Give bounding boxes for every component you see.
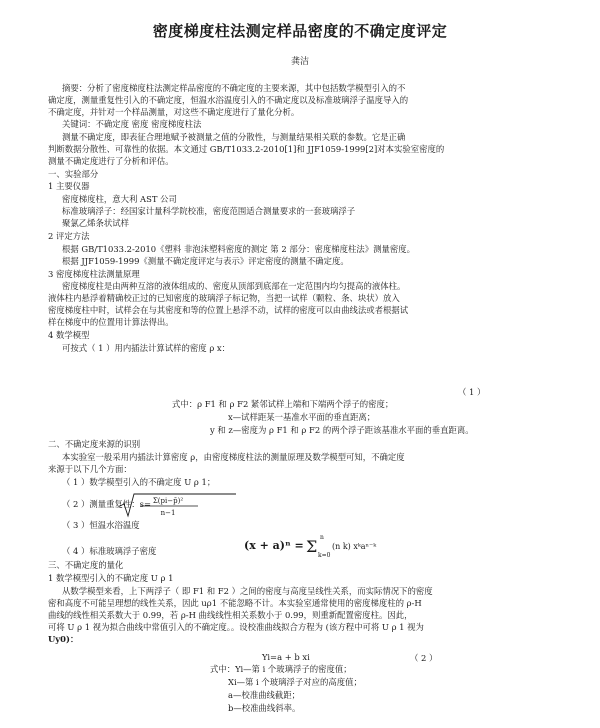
subsection-heading: 2 评定方法 [48, 231, 90, 241]
quant-line: 密和高度不可能呈理想的线性关系，因此 uρ1 不能忽略不计。本实验室通常使用的密度梯度柱的 ρ-H [48, 598, 422, 608]
where-line: 式中：ρ F1 和 ρ F2 紧邻试样上端和下端两个浮子的密度； [172, 399, 394, 409]
instrument-item: 聚氯乙烯条状试样 [62, 218, 129, 228]
source-item: （ 3 ）恒温水浴温度 [62, 520, 140, 530]
section-heading: 二、不确定度来源的识别 [48, 439, 141, 449]
intro-line: 测量不确定度，即表征合理地赋予被测量之值的分散性，与测量结果相关联的参数。它是正确 [62, 132, 406, 142]
source-item: （ 2 ）测量重复性：s= [62, 499, 151, 509]
binomial-sum-top: n [320, 534, 324, 541]
sqrt-denominator: n−1 [160, 509, 176, 517]
section-heading: 一、实验部分 [48, 169, 99, 179]
author: 龚洁 [290, 57, 309, 67]
principle-line: 密度梯度柱是由两种互溶的液体组成的、密度从顶部到底部在一定范围内均匀提高的液体柱。 [62, 281, 406, 291]
model-line: 可按式（ 1 ）用内插法计算试样的密度 ρ x： [62, 343, 230, 353]
principle-line: 密度梯度柱中时，试样会在与其密度和等的位置上悬浮不动，试样的密度可以由曲线法或者根据试 [48, 305, 409, 315]
intro-line: 判断数据分散性、可靠性的依据。本文通过 GB/T1033.2-2010[1]和 JJF1059-1999[2]对本实验室密度的 [48, 144, 445, 154]
equation-number: （ 2 ） [410, 653, 438, 663]
source-item: （ 4 ）标准玻璃浮子密度 [62, 546, 157, 556]
quant-line: 曲线的线性相关系数大于 0.99，若 ρ-H 曲线线性相关系数小于 0.99，则重新配置密度柱。因此， [48, 610, 413, 620]
quant-line: 可将 U ρ 1 视为拟合曲线中常值引入的不确定度。。设校准曲线拟合方程为 (该方程中可将 U ρ 1 视为 [48, 622, 424, 632]
where-line: x—试样距某一基准水平面的垂直距离； [228, 412, 376, 422]
std-deviation-formula [118, 492, 238, 518]
method-line: 根据 JJF1059-1999《测量不确定度评定与表示》评定密度的测量不确定度。 [62, 256, 349, 266]
equation-number: （ 1 ） [458, 387, 486, 397]
quant-line: Uy0)： [48, 634, 79, 644]
abstract-line: 摘要：分析了密度梯度柱法测定样品密度的不确定度的主要来源，其中包括数学模型引入的不 [62, 83, 406, 93]
principle-line: 样在梯度中的位置用计算法得出。 [48, 317, 174, 327]
instrument-item: 标准玻璃浮子：经国家计量科学院校准，密度范围适合测量要求的一套玻璃浮子 [62, 206, 356, 216]
subsection-heading: 4 数学模型 [48, 330, 90, 340]
equation: Yi=a + b xi [262, 652, 310, 662]
binomial-formula [244, 532, 394, 558]
where-line: Xi—第 i 个玻璃浮子对应的高度值； [228, 677, 362, 687]
source-line: 来源于以下几个方面： [48, 464, 132, 474]
abstract-line: 不确定度，并针对一个样品测量，对这些不确定度进行了量化分析。 [48, 107, 300, 117]
intro-line: 测量不确定度进行了分析和评估。 [48, 156, 174, 166]
principle-line: 液体柱内悬浮着精确校正过的已知密度的玻璃浮子标记物，当把一试样（颗粒、条、块状）放入 [48, 293, 400, 303]
sqrt-numerator: Σ(pi−p̄)² [152, 497, 184, 505]
abstract-line: 确定度，测量重复性引入的不确定度，恒温水浴温度引入的不确定度以及标准玻璃浮子温度导入的 [48, 95, 409, 105]
instrument-item: 密度梯度柱，意大利 AST 公司 [62, 194, 177, 204]
page-title: 密度梯度柱法测定样品密度的不确定度评定 [152, 22, 448, 40]
source-line: 本实验室一般采用内插法计算密度 ρ，由密度梯度柱法的测量原理及数学模型可知，不确定度 [62, 452, 405, 462]
binomial-sum-bottom: k=0 [318, 552, 331, 559]
quant-line: 从数学模型来看，上下两浮子（ 即 F1 和 F2 ）之间的密度与高度呈线性关系，而实际情况下的密度 [62, 586, 433, 596]
section-heading: 三、不确定度的量化 [48, 560, 124, 570]
binomial-sum: Σ [306, 537, 318, 556]
subsection-heading: 3 密度梯度柱法测量原理 [48, 269, 140, 279]
keywords: 关键词：不确定度 密度 密度梯度柱法 [62, 119, 202, 129]
binomial-lhs: (x + a)ⁿ = [244, 539, 304, 552]
where-line: 式中：Yi—第 i 个玻璃浮子的密度值； [210, 664, 352, 674]
binomial-term: (n k) xᵏaⁿ⁻ᵏ [332, 542, 377, 551]
subsection-heading: 1 主要仪器 [48, 181, 90, 191]
source-item: （ 1 ）数学模型引入的不确定度 U ρ 1； [62, 477, 216, 487]
where-line: a—校准曲线截距； [228, 690, 300, 700]
where-line: y 和 z—密度为 ρ F1 和 ρ F2 的两个浮子距该基准水平面的垂直距离。 [210, 425, 474, 435]
where-line: b—校准曲线斜率。 [228, 703, 301, 713]
subsection-heading: 1 数学模型引入的不确定度 U ρ 1 [48, 573, 174, 583]
method-line: 根据 GB/T1033.2-2010《塑料 非泡沫塑料密度的测定 第 2 部分：密度梯度柱法》测量密度。 [62, 244, 415, 254]
